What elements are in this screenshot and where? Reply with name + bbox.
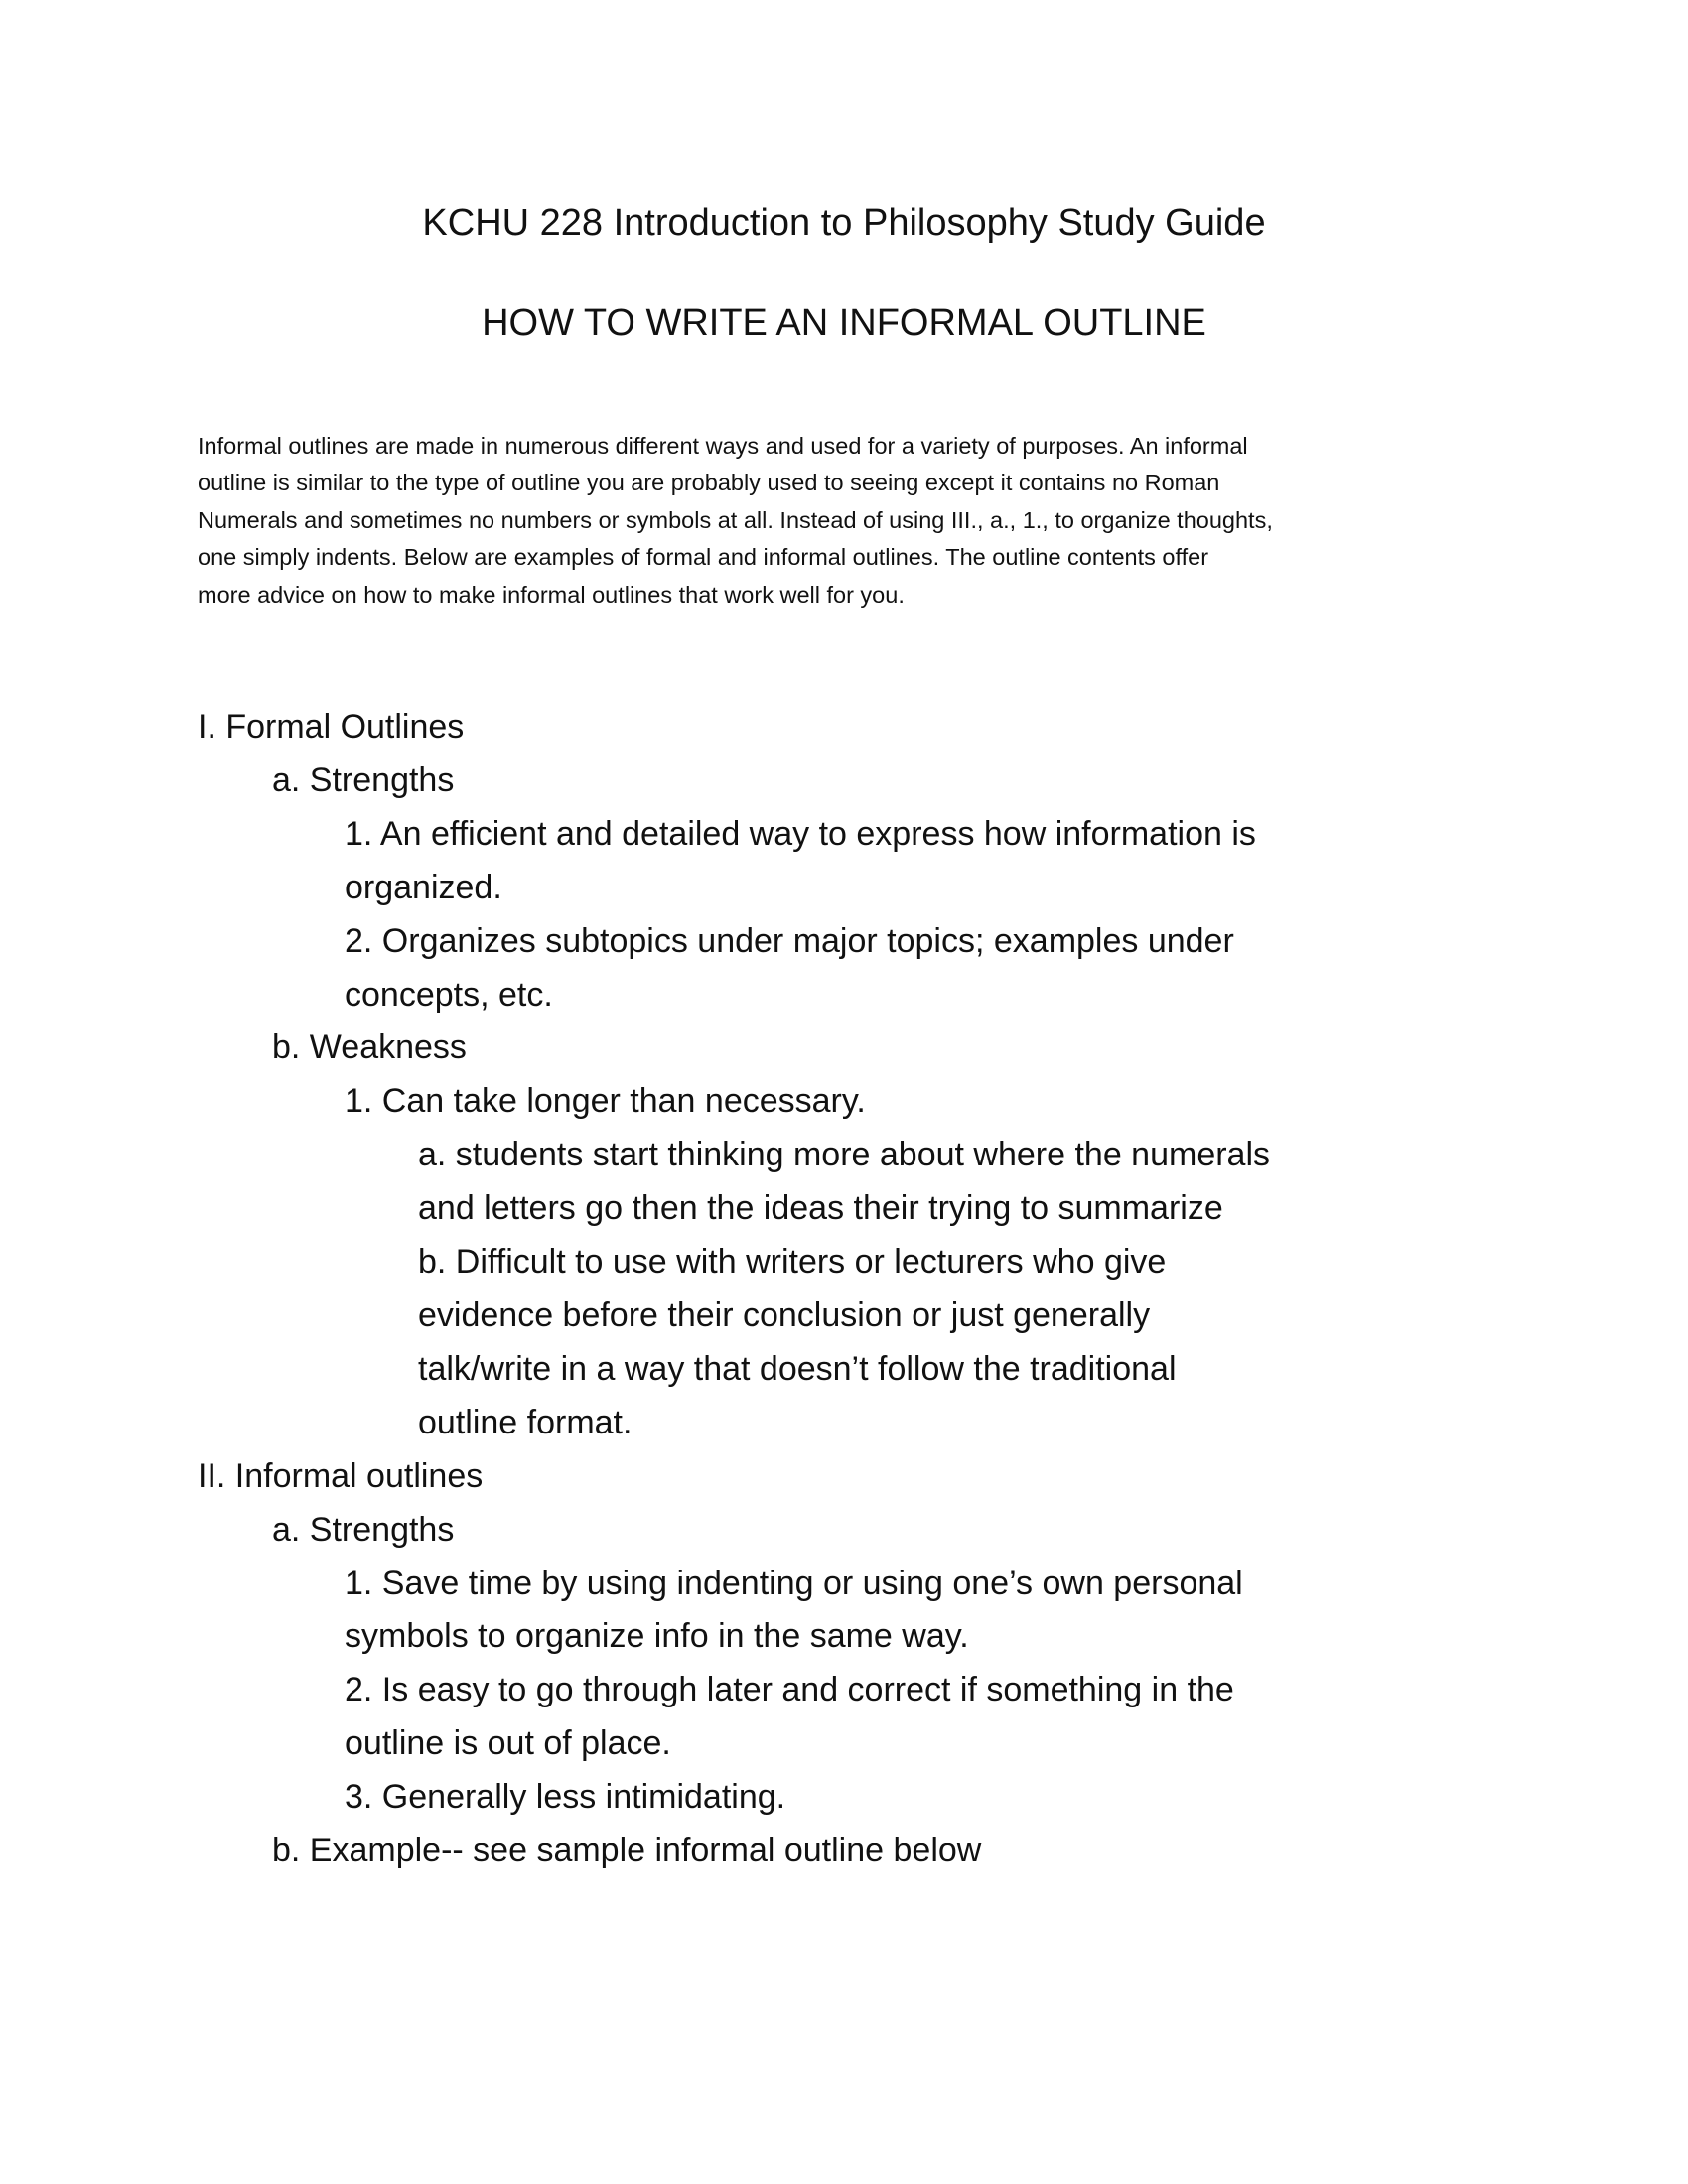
outline-line: 3. Generally less intimidating. — [345, 1778, 786, 1817]
outline-line: 1. Can take longer than necessary. — [345, 1082, 866, 1121]
outline-item — [198, 1825, 1270, 1878]
outline-line: 1. Save time by using indenting or using one’s own personal — [345, 1564, 1243, 1602]
outline-item — [198, 1129, 1270, 1236]
intro-line: outline is similar to the type of outline you are probably used to seeing except it contains no Roman — [198, 470, 1220, 496]
outline-line: 1. An efficient and detailed way to express how information is — [345, 814, 1256, 853]
outline-item — [198, 1504, 1270, 1558]
outline-line: and letters go then the ideas their trying to summarize — [418, 1189, 1223, 1228]
outline-line: a. Strengths — [272, 760, 455, 799]
outline-line: outline is out of place. — [345, 1724, 671, 1763]
outline-line: organized. — [345, 868, 502, 906]
outline-item — [198, 915, 1270, 1023]
outline-line: outline format. — [418, 1403, 633, 1441]
intro-line: Numerals and sometimes no numbers or symbols at all. Instead of using III., a., 1., to organize thoughts, — [198, 506, 1273, 533]
outline-item — [198, 1558, 1270, 1665]
outline-item — [198, 1664, 1270, 1771]
outline-item — [198, 701, 1270, 754]
outline-line: a. students start thinking more about where the numerals — [418, 1136, 1271, 1174]
intro-line: more advice on how to make informal outlines that work well for you. — [198, 581, 905, 608]
intro-line: Informal outlines are made in numerous different ways and used for a variety of purposes. An informal — [198, 433, 1248, 459]
outline-item — [198, 1075, 1270, 1129]
outline-item — [198, 808, 1270, 915]
outline-line: talk/write in a way that doesn’t follow the traditional — [418, 1349, 1177, 1388]
intro-paragraph — [198, 428, 1508, 614]
outline-line: concepts, etc. — [345, 975, 553, 1014]
outline-item — [198, 1450, 1270, 1504]
document-subtitle: HOW TO WRITE AN INFORMAL OUTLINE — [482, 302, 1206, 343]
outline-line: 2. Organizes subtopics under major topics; examples under — [345, 921, 1234, 960]
outline — [198, 701, 1270, 1878]
outline-line: I. Formal Outlines — [198, 708, 465, 746]
document-title: KCHU 228 Introduction to Philosophy Study Guide — [422, 203, 1266, 244]
outline-line: II. Informal outlines — [198, 1456, 484, 1495]
outline-line: b. Example-- see sample informal outline below — [272, 1832, 982, 1870]
outline-item — [198, 754, 1270, 808]
outline-item — [198, 1236, 1270, 1450]
intro-line: one simply indents. Below are examples of formal and informal outlines. The outline contents offer — [198, 544, 1209, 571]
outline-item — [198, 1771, 1270, 1825]
outline-line: a. Strengths — [272, 1510, 455, 1549]
outline-line: b. Difficult to use with writers or lecturers who give — [418, 1243, 1167, 1282]
outline-line: evidence before their conclusion or just generally — [418, 1296, 1151, 1334]
outline-item — [198, 1022, 1270, 1075]
outline-line: b. Weakness — [272, 1028, 467, 1067]
outline-line: 2. Is easy to go through later and correct if something in the — [345, 1671, 1234, 1709]
outline-line: symbols to organize info in the same way. — [345, 1617, 969, 1656]
